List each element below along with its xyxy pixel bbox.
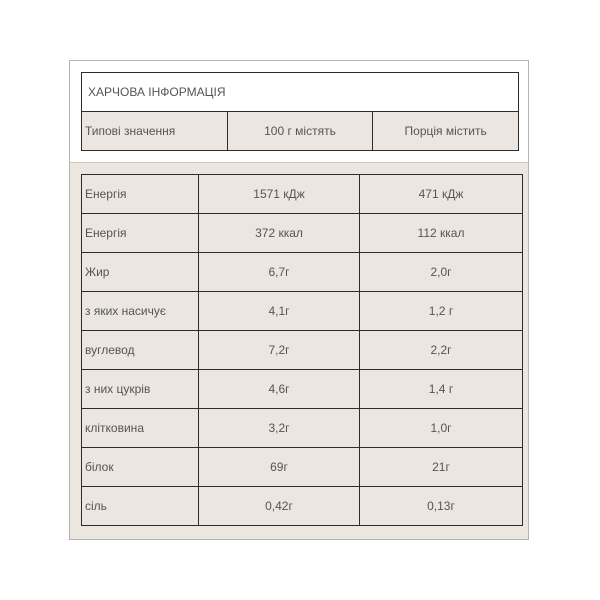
column-header-typical-values: Типові значення (82, 112, 228, 151)
row-value-per-portion: 21г (360, 448, 523, 487)
table-row (82, 487, 523, 526)
nutrition-body-table (81, 174, 523, 526)
row-label: Жир (82, 253, 199, 292)
row-label: клітковина (82, 409, 199, 448)
row-label: Енергія (82, 175, 199, 214)
row-value-per-portion: 2,2г (360, 331, 523, 370)
table-row (82, 409, 523, 448)
row-value-per-100g: 6,7г (199, 253, 360, 292)
column-header-per-portion: Порція містить (373, 112, 519, 151)
row-label: з них цукрів (82, 370, 199, 409)
row-value-per-100g: 0,42г (199, 487, 360, 526)
table-row (82, 331, 523, 370)
nutrition-panel (69, 60, 529, 540)
row-label: вуглевод (82, 331, 199, 370)
row-value-per-portion: 471 кДж (360, 175, 523, 214)
row-value-per-100g: 7,2г (199, 331, 360, 370)
row-value-per-100g: 372 ккал (199, 214, 360, 253)
row-value-per-100g: 3,2г (199, 409, 360, 448)
title-row (82, 73, 519, 112)
row-label: сіль (82, 487, 199, 526)
row-label: білок (82, 448, 199, 487)
column-header-per-100g: 100 г містять (227, 112, 373, 151)
row-value-per-100g: 4,6г (199, 370, 360, 409)
nutrition-header-table (81, 72, 519, 151)
row-label: з яких насичує (82, 292, 199, 331)
table-row (82, 370, 523, 409)
row-value-per-100g: 4,1г (199, 292, 360, 331)
row-value-per-portion: 0,13г (360, 487, 523, 526)
row-label: Енергія (82, 214, 199, 253)
row-value-per-portion: 1,0г (360, 409, 523, 448)
row-value-per-portion: 112 ккал (360, 214, 523, 253)
table-row (82, 253, 523, 292)
table-row (82, 292, 523, 331)
row-value-per-portion: 1,2 г (360, 292, 523, 331)
row-value-per-100g: 69г (199, 448, 360, 487)
column-header-row (82, 112, 519, 151)
table-row (82, 214, 523, 253)
table-row (82, 175, 523, 214)
row-value-per-portion: 1,4 г (360, 370, 523, 409)
table-row (82, 448, 523, 487)
row-value-per-100g: 1571 кДж (199, 175, 360, 214)
table-title: ХАРЧОВА ІНФОРМАЦІЯ (82, 73, 519, 112)
row-value-per-portion: 2,0г (360, 253, 523, 292)
